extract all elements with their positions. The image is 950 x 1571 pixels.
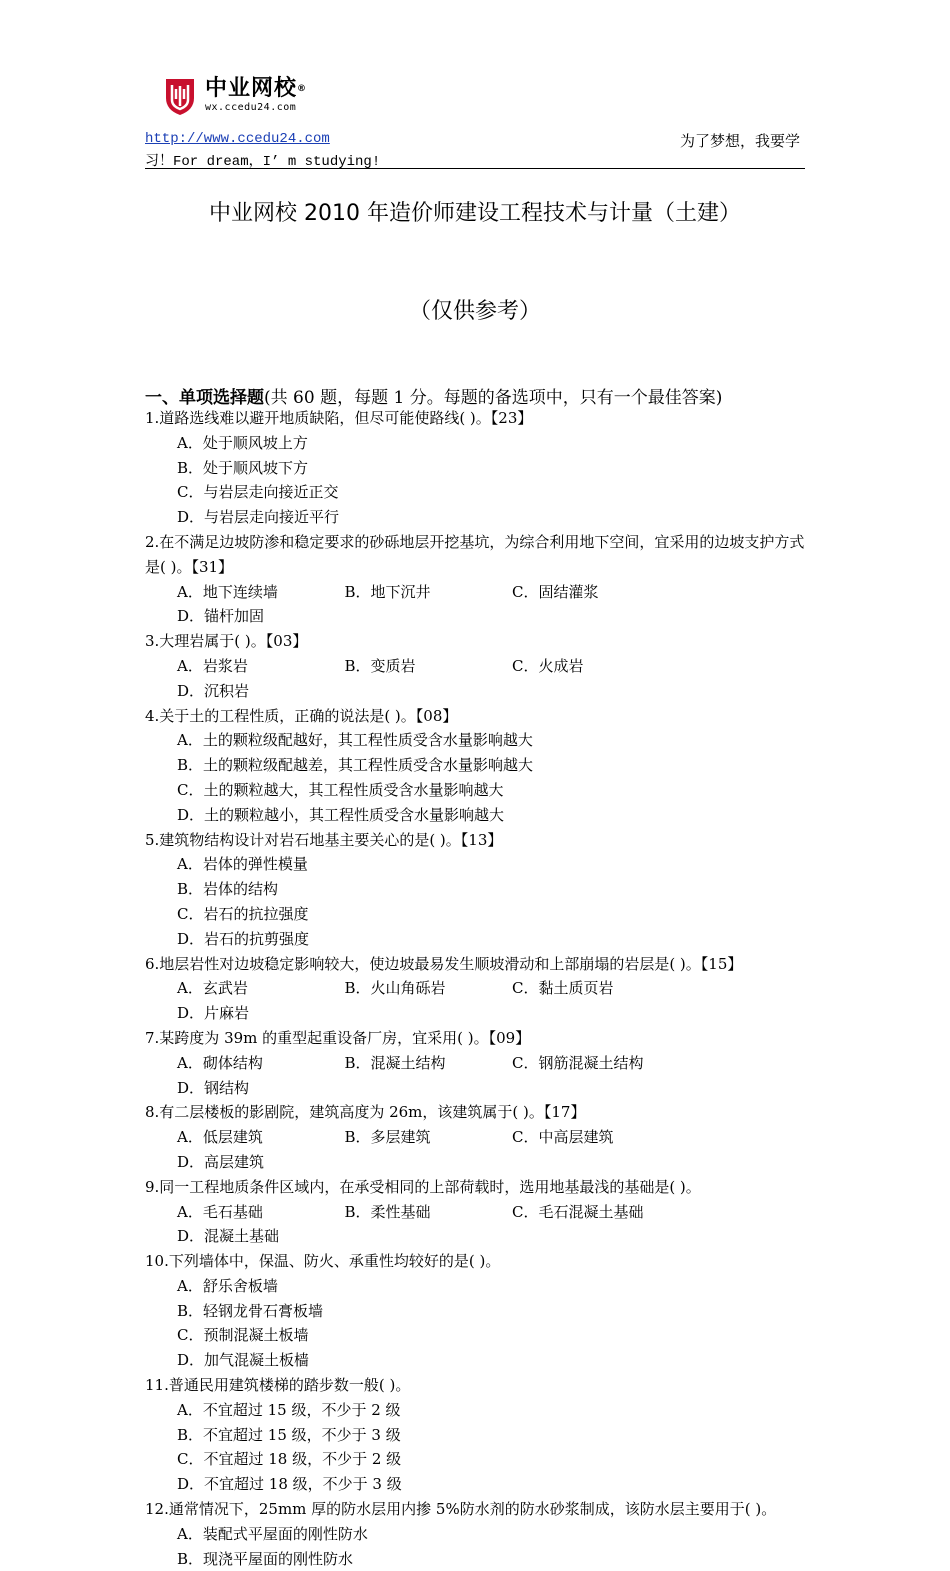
answer-option: C．毛石混凝土基础	[512, 1202, 644, 1221]
answer-option: B．地下沉井	[344, 582, 431, 601]
question-item	[145, 406, 805, 530]
answer-option: A．土的颗粒级配越好，其工程性质受含水量影响越大	[177, 731, 533, 750]
answer-option: A．处于顺风坡上方	[177, 433, 308, 452]
question-stem: 4.关于土的工程性质，正确的说法是( )。【08】	[145, 706, 458, 725]
answer-option: B．不宜超过 15 级，不少于 3 级	[177, 1425, 401, 1444]
option-group	[145, 1125, 805, 1175]
header-slogan-line1: 为了梦想，我要学	[679, 132, 800, 150]
answer-option: C．黏土质页岩	[512, 979, 614, 998]
question-stem: 7.某跨度为 39m 的重型起重设备厂房，宜采用( )。【09】	[145, 1028, 531, 1047]
answer-option: A．毛石基础	[177, 1202, 263, 1221]
question-item	[145, 1373, 805, 1497]
question-stem: 3.大理岩属于( )。【03】	[145, 632, 308, 651]
question-stem: 10.下列墙体中，保温、防火、承重性均较好的是( )。	[145, 1252, 501, 1271]
question-item	[145, 1100, 805, 1174]
question-stem: 5.建筑物结构设计对岩石地基主要关心的是( )。【13】	[145, 830, 503, 849]
answer-option: B．柔性基础	[344, 1202, 431, 1221]
answer-option: B．变质岩	[344, 656, 416, 675]
option-group	[145, 1200, 805, 1250]
option-group	[145, 1274, 805, 1373]
option-group	[145, 431, 805, 530]
answer-option: A．装配式平屋面的刚性防水	[177, 1524, 368, 1543]
question-stem: 2.在不满足边坡防渗和稳定要求的砂砾地层开挖基坑，为综合利用地下空间，宜采用的边坡支护方式是( )。【31】	[145, 532, 805, 576]
option-group	[145, 580, 805, 630]
question-item	[145, 1497, 805, 1571]
header-url-link[interactable]: http://www.ccedu24.com	[145, 131, 330, 147]
question-item	[145, 629, 805, 703]
option-group	[145, 852, 805, 951]
answer-option: C．岩石的抗拉强度	[177, 904, 309, 923]
question-item	[145, 952, 805, 1026]
option-group	[145, 654, 805, 704]
option-group	[145, 1398, 805, 1497]
answer-option: B．处于顺风坡下方	[177, 458, 309, 477]
question-stem: 11.普通民用建筑楼梯的踏步数一般( )。	[145, 1376, 411, 1395]
logo-shield-icon	[163, 76, 197, 116]
answer-option: D．片麻岩	[177, 1004, 250, 1023]
section-heading-label: 一、单项选择题	[145, 388, 264, 408]
answer-option: B．岩体的结构	[177, 880, 279, 899]
answer-option: B．轻钢龙骨石膏板墙	[177, 1301, 324, 1320]
option-group	[145, 1051, 805, 1101]
question-item	[145, 1026, 805, 1100]
question-stem: 1.道路选线难以避开地质缺陷，但尽可能使路线( )。【23】	[145, 409, 533, 427]
answer-option: D．土的颗粒越小，其工程性质受含水量影响越大	[177, 805, 505, 824]
question-stem: 12.通常情况下，25mm 厚的防水层用内掺 5%防水剂的防水砂浆制成，该防水层主要用于( )。	[145, 1500, 777, 1519]
question-item	[145, 704, 805, 828]
answer-option: D．沉积岩	[177, 681, 250, 700]
answer-option: C．不宜超过 18 级，不少于 2 级	[177, 1450, 402, 1469]
answer-option: C．土的颗粒越大，其工程性质受含水量影响越大	[177, 780, 504, 799]
question-item	[145, 530, 805, 629]
header-divider	[145, 168, 805, 169]
logo-subtext: wx.ccedu24.com	[205, 102, 297, 113]
question-stem: 8.有二层楼板的影剧院，建筑高度为 26m，该建筑属于( )。【17】	[145, 1103, 586, 1122]
answer-option: B．多层建筑	[344, 1128, 431, 1147]
section-heading-note: (共 60 题，每题 1 分。每题的备选项中，只有一个最佳答案)	[264, 388, 723, 408]
answer-option: A．玄武岩	[177, 979, 248, 998]
question-stem: 9.同一工程地质条件区域内，在承受相同的上部荷载时，选用地基最浅的基础是( )。	[145, 1177, 701, 1196]
answer-option: D．锚杆加固	[177, 607, 265, 626]
answer-option: A．舒乐舍板墙	[177, 1276, 278, 1295]
answer-option: A．岩浆岩	[177, 656, 248, 675]
answer-option: A．不宜超过 15 级，不少于 2 级	[177, 1400, 401, 1419]
answer-option: D．混凝土基础	[177, 1227, 280, 1246]
answer-option: C．中高层建筑	[512, 1128, 614, 1147]
answer-option: C．固结灌浆	[512, 582, 599, 601]
answer-option: D．不宜超过 18 级，不少于 3 级	[177, 1475, 402, 1494]
answer-option: D．加气混凝土板樯	[177, 1351, 310, 1370]
question-stem: 6.地层岩性对边坡稳定影响较大，使边坡最易发生顺坡滑动和上部崩塌的岩层是( )。【15】	[145, 954, 743, 973]
option-group	[145, 728, 805, 827]
logo-name: 中业网校®	[205, 76, 308, 101]
question-item	[145, 1249, 805, 1373]
question-list	[145, 406, 805, 1571]
answer-option: C．钢筋混凝土结构	[512, 1053, 644, 1072]
answer-option: B．土的颗粒级配越差，其工程性质受含水量影响越大	[177, 756, 534, 775]
answer-option: D．钢结构	[177, 1078, 250, 1097]
answer-option: A．砌体结构	[177, 1053, 263, 1072]
answer-option: D．岩石的抗剪强度	[177, 929, 310, 948]
question-item	[145, 828, 805, 952]
answer-option: C．火成岩	[512, 656, 584, 675]
option-group	[145, 976, 805, 1026]
answer-option: A．地下连续墙	[177, 582, 278, 601]
answer-option: A．低层建筑	[177, 1128, 263, 1147]
question-item	[145, 1175, 805, 1249]
answer-option: C．与岩层走向接近正交	[177, 483, 339, 502]
answer-option: B．火山角砾岩	[344, 979, 446, 998]
answer-option: B．混凝土结构	[344, 1053, 446, 1072]
answer-option: B．现浇平屋面的刚性防水	[177, 1549, 354, 1568]
answer-option: D．与岩层走向接近平行	[177, 508, 340, 527]
answer-option: A．岩体的弹性模量	[177, 855, 308, 874]
section-heading	[145, 383, 722, 408]
header-slogan-line2: 习！For dream，I’ m studying!	[145, 154, 381, 170]
logo	[163, 76, 307, 116]
document-subtitle: （仅供参考）	[408, 299, 541, 324]
answer-option: C．预制混凝土板墙	[177, 1326, 309, 1345]
answer-option: D．高层建筑	[177, 1152, 265, 1171]
option-group	[145, 1522, 805, 1571]
document-title: 中业网校 2010 年造价师建设工程技术与计量（土建）	[209, 201, 741, 226]
